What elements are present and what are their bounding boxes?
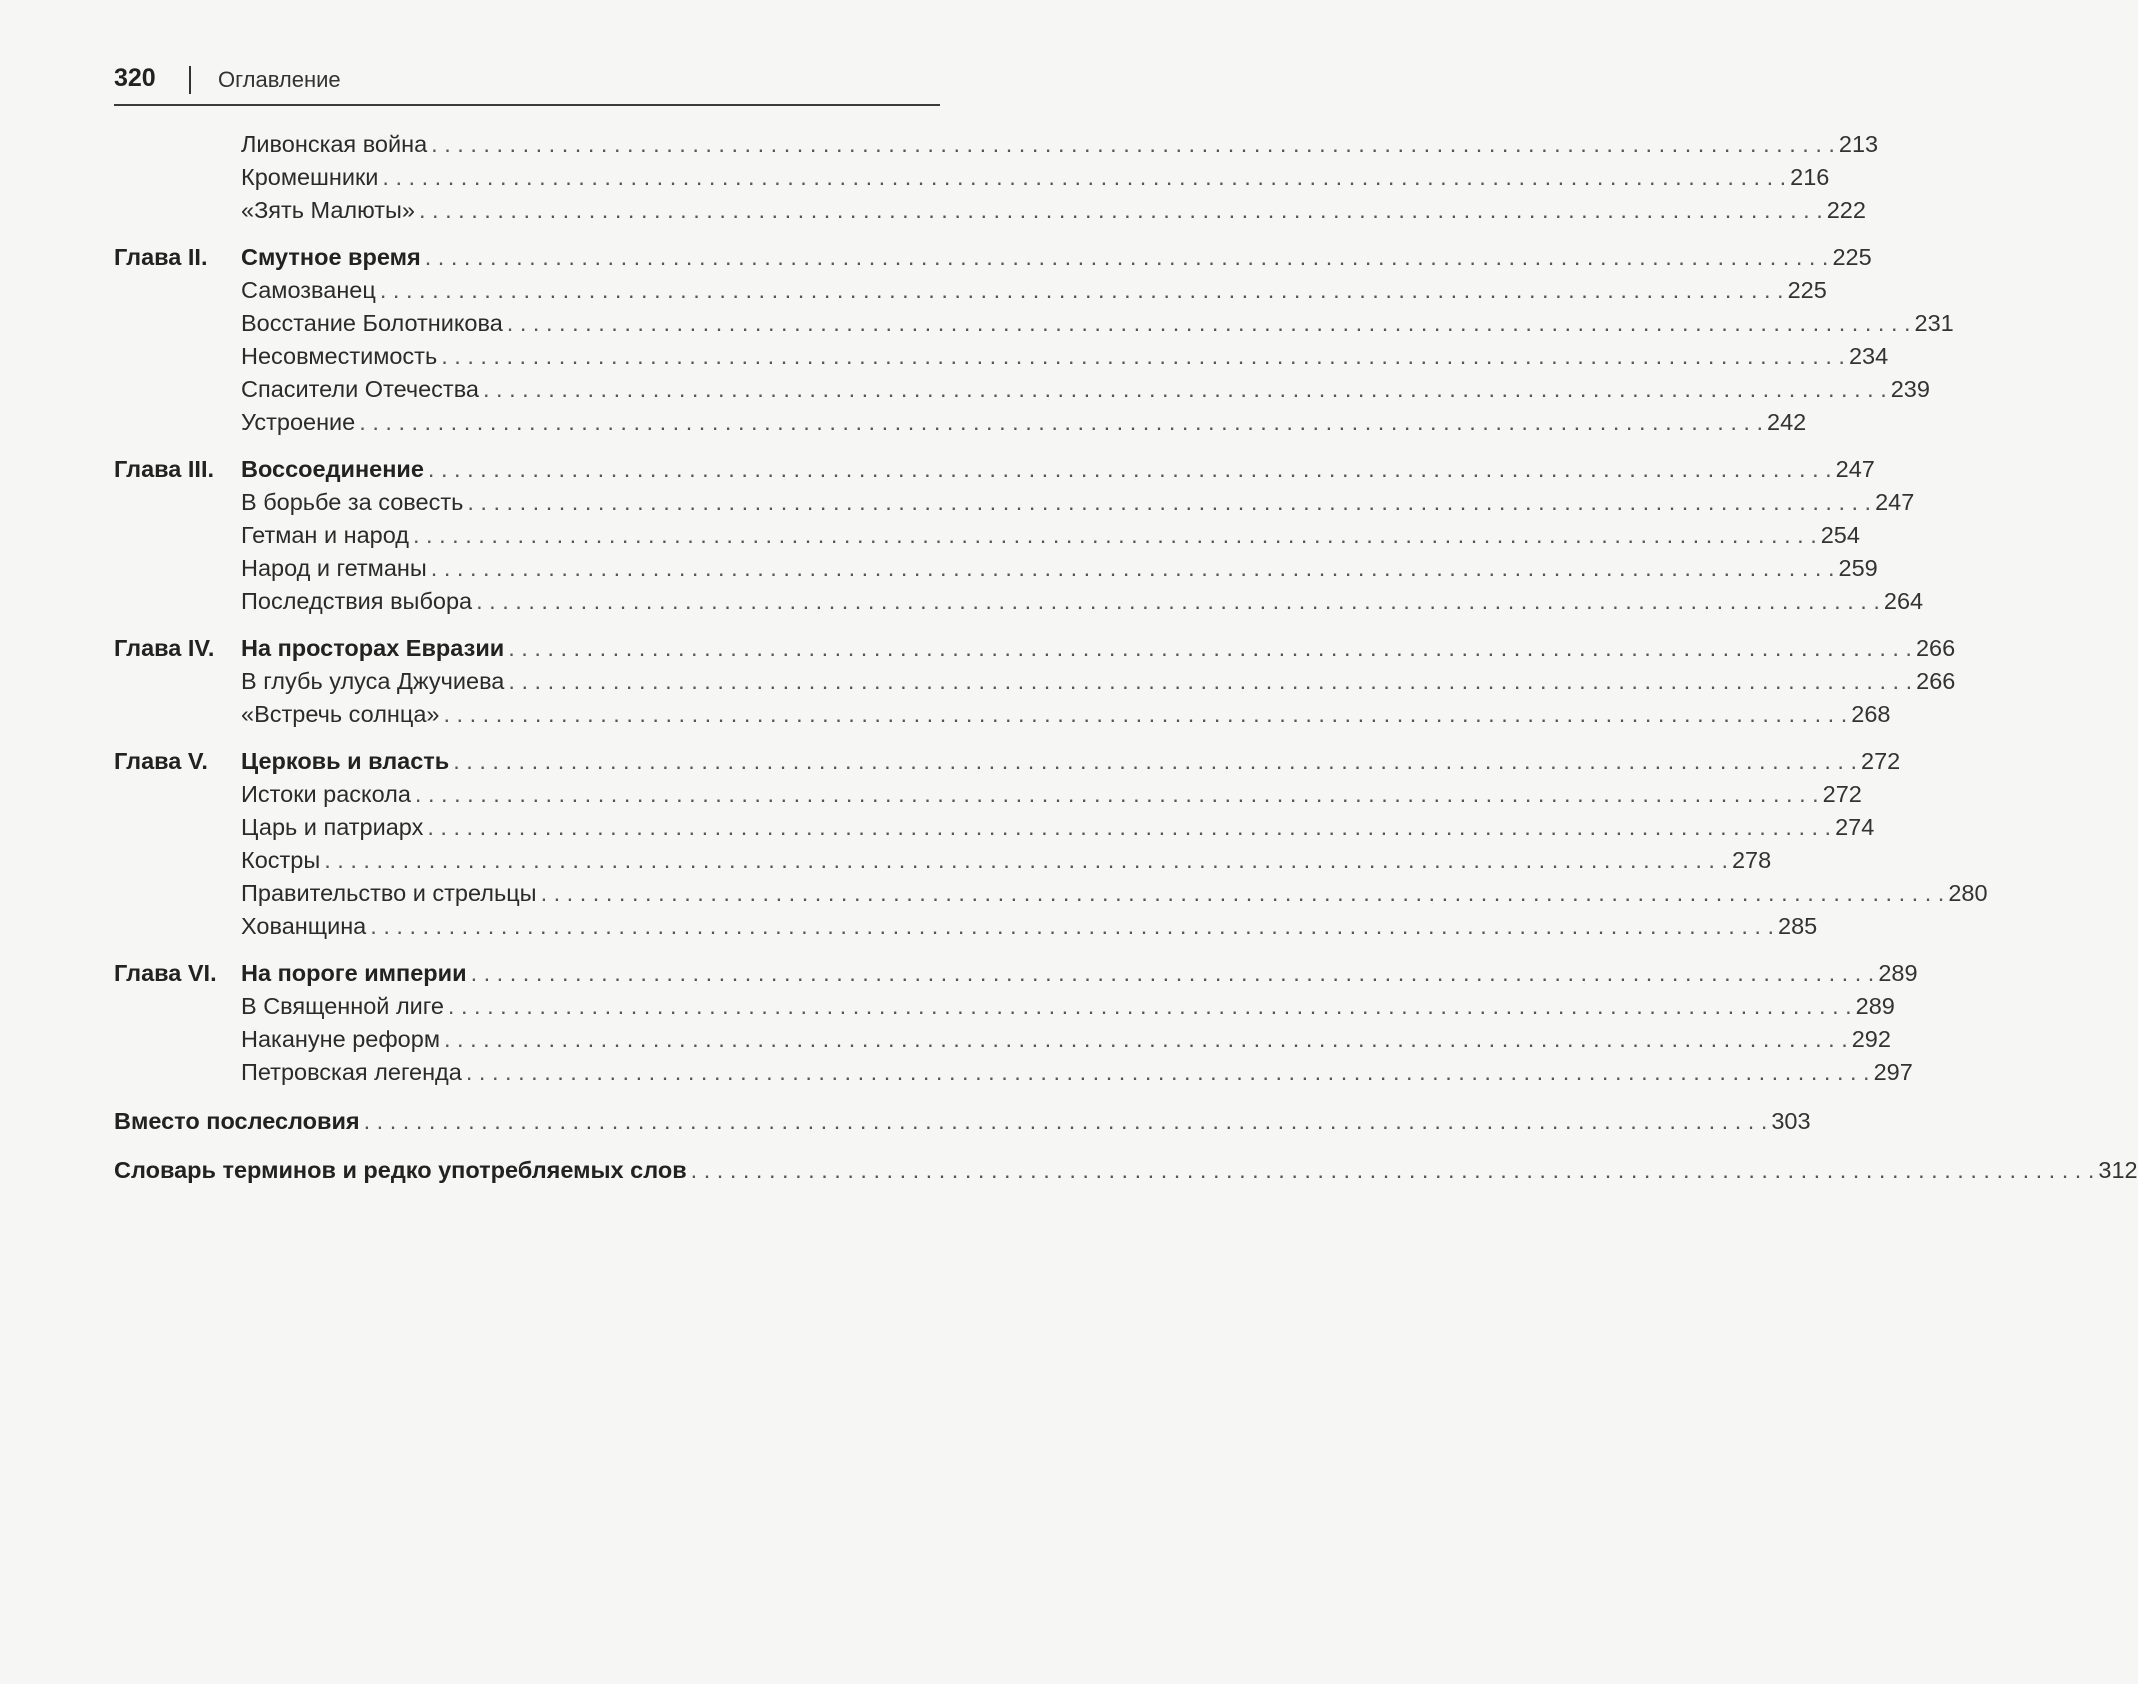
toc-entry-page: 231 — [1914, 310, 1954, 336]
dot-leader — [441, 340, 1845, 373]
chapter-title-line — [114, 957, 1918, 990]
toc-entry-page: 292 — [1851, 1026, 1891, 1052]
toc-entry-title: «Зять Малюты» — [241, 197, 415, 223]
toc-entry-title: Несовместимость — [241, 343, 438, 369]
dot-leader — [466, 1056, 1870, 1089]
toc-subentry — [114, 778, 1862, 811]
toc-entry-title: Правительство и стрельцы — [241, 880, 537, 906]
toc-entry-title: На просторах Евразии — [241, 635, 505, 661]
page-header — [114, 62, 940, 106]
toc-entry-page: 247 — [1875, 489, 1915, 515]
toc-entry-title: Хованщина — [241, 913, 367, 939]
toc-entry-title: Гетман и народ — [241, 522, 409, 548]
toc-entry-page: 285 — [1778, 913, 1818, 939]
toc-entry-page: 274 — [1835, 814, 1875, 840]
toc-entry-page: 268 — [1851, 701, 1891, 727]
dot-leader — [453, 745, 1857, 778]
toc-entry-page: 280 — [1948, 880, 1988, 906]
dot-leader — [541, 877, 1945, 910]
toc-entry-title: Восстание Болотникова — [241, 310, 503, 336]
toc-subentry — [114, 486, 1915, 519]
toc-entry-title: Спасители Отечества — [241, 376, 479, 402]
toc-entry-title: На пороге империи — [241, 960, 467, 986]
dot-leader — [428, 453, 1832, 486]
toc-subentry — [114, 373, 1930, 406]
toc-entry-title: Устроение — [241, 409, 356, 435]
toc-chapter-entry — [114, 453, 1875, 486]
toc-subentry — [114, 519, 1860, 552]
toc-entry-title: Последствия выбора — [241, 588, 473, 614]
chapter-label: Глава II. — [114, 244, 208, 270]
toc-entry-page: 222 — [1826, 197, 1866, 223]
toc-entry-page: 247 — [1835, 456, 1875, 482]
toc-entry-title: Истоки раскола — [241, 781, 411, 807]
toc-subentry — [114, 307, 1954, 340]
dot-leader — [448, 990, 1852, 1023]
dot-leader — [382, 161, 1786, 194]
toc-entry-page: 303 — [1771, 1108, 1811, 1134]
toc-subentry — [114, 698, 1891, 731]
toc-entry-title: Кромешники — [241, 164, 379, 190]
toc-entry-title: В глубь улуса Джучиева — [241, 668, 505, 694]
toc-entry-title: Воссоединение — [241, 456, 424, 482]
toc-entry-page: 254 — [1820, 522, 1860, 548]
toc-entry-page: 272 — [1822, 781, 1862, 807]
dot-leader — [508, 632, 1912, 665]
dot-leader — [324, 844, 1728, 877]
chapter-label: Глава IV. — [114, 635, 215, 661]
dot-leader — [691, 1154, 2095, 1187]
toc-entry-title: Вместо послесловия — [114, 1108, 360, 1134]
dot-leader — [380, 274, 1784, 307]
dot-leader — [483, 373, 1887, 406]
dot-leader — [364, 1105, 1768, 1138]
toc-entry-title: Словарь терминов и редко употребляемых слов — [114, 1157, 687, 1183]
chapter-title-line — [114, 745, 1900, 778]
toc-chapter-entry — [114, 745, 1901, 778]
toc-entry-title: Ливонская война — [241, 131, 428, 157]
toc-subentry — [114, 128, 1879, 161]
toc-subentry — [114, 1023, 1891, 1056]
dot-leader — [427, 811, 1831, 844]
toc-subentry — [114, 340, 1889, 373]
toc-entry-title: Накануне реформ — [241, 1026, 440, 1052]
chapter-title-line — [114, 241, 1872, 274]
toc-subentry — [114, 877, 1988, 910]
dot-leader — [444, 698, 1848, 731]
dot-leader — [359, 406, 1763, 439]
toc-entry-title: Костры — [241, 847, 321, 873]
header-separator — [189, 66, 191, 94]
toc-subentry — [114, 1056, 1913, 1089]
toc-entry-page: 278 — [1731, 847, 1772, 873]
dot-leader — [508, 665, 1912, 698]
toc-subentry — [114, 844, 1772, 877]
toc-entry-page: 234 — [1848, 343, 1889, 369]
dot-leader — [425, 241, 1829, 274]
toc-chapter-entry — [114, 241, 1872, 274]
dot-leader — [413, 519, 1817, 552]
dot-leader — [507, 307, 1911, 340]
chapter-label: Глава VI. — [114, 960, 217, 986]
toc-chapter-entry — [114, 632, 1956, 665]
toc-entry-title: В борьбе за совесть — [241, 489, 464, 515]
toc-subentry — [114, 665, 1956, 698]
dot-leader — [431, 128, 1835, 161]
toc-entry-page: 297 — [1873, 1059, 1913, 1085]
toc-entry-page: 264 — [1883, 588, 1924, 614]
toc-section-entry — [114, 1105, 1811, 1138]
chapter-label: Глава V. — [114, 748, 208, 774]
toc-entry-title: «Встречь солнца» — [241, 701, 440, 727]
toc-entry-title: Народ и гетманы — [241, 555, 427, 581]
toc-entry-page: 239 — [1890, 376, 1930, 402]
toc-entry-page: 216 — [1790, 164, 1830, 190]
toc-entry-page: 242 — [1767, 409, 1807, 435]
toc-entry-title: Петровская легенда — [241, 1059, 462, 1085]
toc-entry-page: 213 — [1838, 131, 1879, 157]
toc-entry-page: 266 — [1915, 635, 1956, 661]
page-number: 320 — [114, 64, 156, 92]
dot-leader — [370, 910, 1774, 943]
chapter-title-line — [114, 632, 1955, 665]
dot-leader — [476, 585, 1880, 618]
toc-subentry — [114, 585, 1924, 618]
dot-leader — [471, 957, 1875, 990]
toc-subentry — [114, 406, 1807, 439]
chapter-label: Глава III. — [114, 456, 215, 482]
toc-entry-title: В Священной лиге — [241, 993, 444, 1019]
running-title: Оглавление — [218, 67, 341, 92]
toc-subentry — [114, 194, 1866, 227]
dot-leader — [467, 486, 1871, 519]
toc-entry-title: Самозванец — [241, 277, 376, 303]
toc-subentry — [114, 274, 1827, 307]
toc-entry-page: 225 — [1832, 244, 1872, 270]
toc-entry-page: 289 — [1878, 960, 1918, 986]
toc-entry-page: 225 — [1787, 277, 1827, 303]
toc-section-entry — [114, 1154, 2138, 1187]
dot-leader — [431, 552, 1835, 585]
dot-leader — [444, 1023, 1848, 1056]
toc-entry-page: 259 — [1838, 555, 1878, 581]
toc-entry-title: Царь и патриарх — [241, 814, 424, 840]
toc-subentry — [114, 990, 1895, 1023]
toc-subentry — [114, 552, 1878, 585]
toc-entry-page: 312 — [2098, 1157, 2138, 1183]
toc-subentry — [114, 910, 1818, 943]
toc-entry-title: Церковь и власть — [241, 748, 450, 774]
toc-entry-page: 272 — [1861, 748, 1901, 774]
toc-entry-page: 289 — [1855, 993, 1895, 1019]
toc-subentry — [114, 161, 1830, 194]
dot-leader — [419, 194, 1823, 227]
toc-subentry — [114, 811, 1875, 844]
table-of-contents — [114, 128, 2138, 1187]
toc-chapter-entry — [114, 957, 1918, 990]
dot-leader — [415, 778, 1819, 811]
chapter-title-line — [114, 453, 1875, 486]
toc-entry-title: Смутное время — [241, 244, 421, 270]
toc-entry-page: 266 — [1916, 668, 1956, 694]
